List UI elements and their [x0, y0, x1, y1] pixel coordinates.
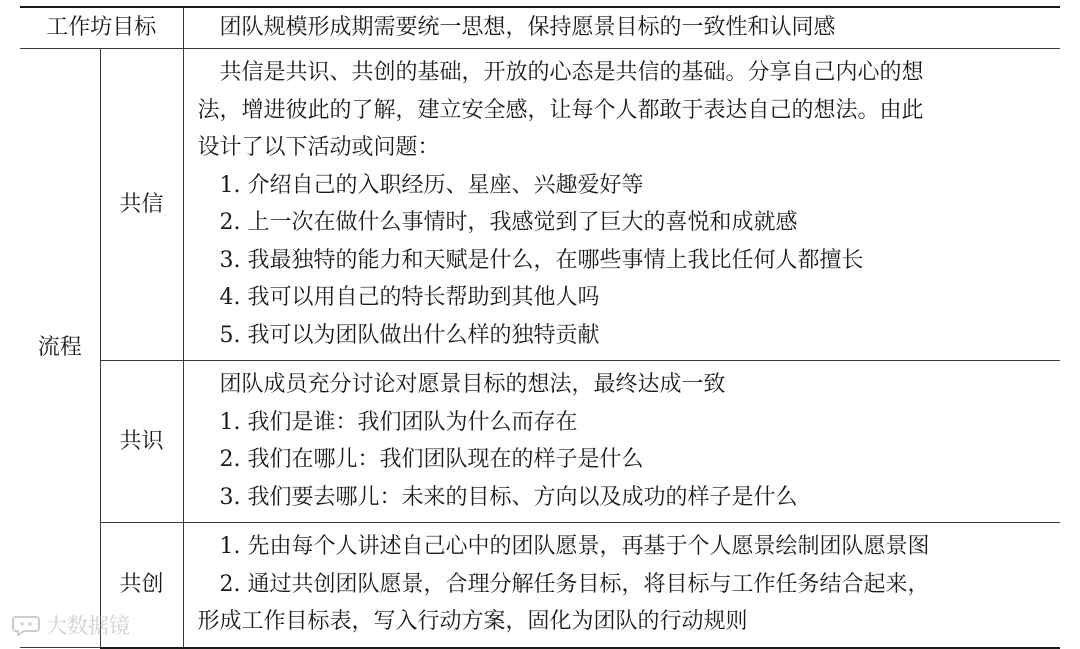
goal-text: 团队规模形成期需要统一思想，保持愿景目标的一致性和认同感: [183, 7, 1060, 49]
content-line: 2. 我们在哪儿：我们团队现在的样子是什么: [219, 447, 644, 472]
stage-label-gongchuang: 共创: [100, 523, 183, 648]
chat-bubble-icon: [12, 614, 40, 636]
content-line: 团队成员充分讨论对愿景目标的想法，最终达成一致: [219, 372, 726, 397]
flow-label: 流程: [20, 49, 100, 648]
content-line: 2. 通过共创团队愿景，合理分解任务目标，将目标与工作任务结合起来，: [219, 571, 930, 597]
watermark: [12, 610, 130, 640]
section-row-gongchuang: [20, 523, 1060, 648]
stage-label-gongshi: 共识: [100, 361, 183, 523]
stage-content-gongchuang: [183, 523, 1060, 648]
section-row-gongshi: [20, 361, 1060, 523]
goal-label: 工作坊目标: [20, 7, 183, 49]
stage-content-gongshi: [183, 361, 1060, 523]
content-line: 5. 我可以为团队做出什么样的独特贡献: [219, 322, 600, 348]
content-line: 共信是共识、共创的基础，开放的心态是共信的基础。分享自己内心的想: [219, 60, 924, 85]
content-line: 法，增进彼此的了解，建立安全感，让每个人都敢于表达自己的想法。由此: [197, 97, 924, 123]
stage-label-gongxin: 共信: [100, 49, 183, 361]
goal-row: [20, 7, 1060, 49]
content-line: 3. 我最独特的能力和天赋是什么，在哪些事情上我比任何人都擅长: [219, 247, 864, 273]
content-line: 1. 我们是谁：我们团队为什么而存在: [219, 409, 578, 435]
watermark-text: 大数据镜: [46, 614, 130, 638]
workshop-table: [20, 6, 1060, 649]
content-line: 4. 我可以用自己的特长帮助到其他人吗: [219, 285, 600, 310]
content-line: 1. 介绍自己的入职经历、星座、兴趣爱好等: [219, 172, 644, 198]
content-line: 形成工作目标表，写入行动方案，固化为团队的行动规则: [197, 609, 748, 634]
stage-content-gongxin: [183, 49, 1060, 361]
content-line: 1. 先由每个人讲述自己心中的团队愿景，再基于个人愿景绘制团队愿景图: [219, 534, 930, 559]
content-line: 3. 我们要去哪儿：未来的目标、方向以及成功的样子是什么: [219, 484, 798, 510]
section-row-gongxin: [20, 49, 1060, 361]
content-line: 设计了以下活动或问题：: [197, 135, 440, 160]
content-line: 2. 上一次在做什么事情时，我感觉到了巨大的喜悦和成就感: [219, 210, 798, 235]
